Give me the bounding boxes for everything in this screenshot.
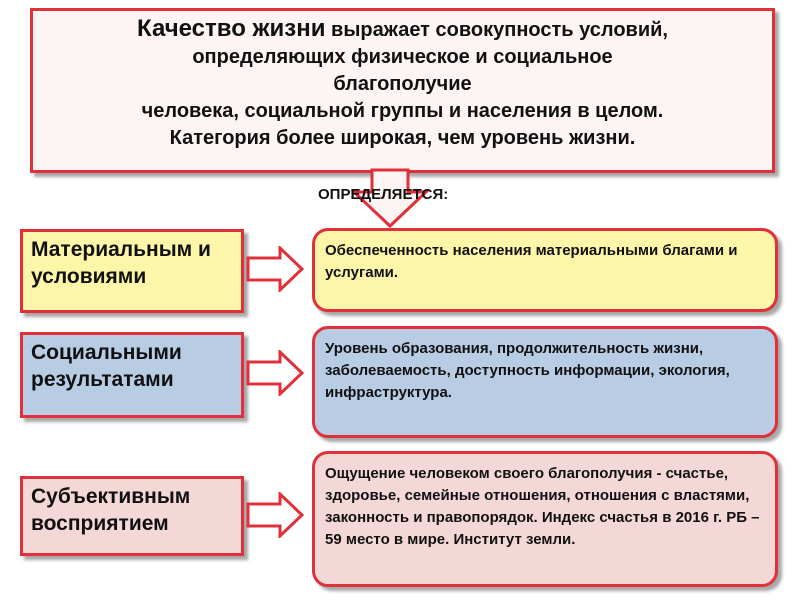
subjective-perception-label: Субъективным восприятием bbox=[31, 485, 191, 535]
definition-line-2: определяющих физическое и социальное bbox=[192, 46, 613, 68]
right-arrow-icon bbox=[246, 492, 306, 538]
social-results-label: Социальными результатами bbox=[31, 341, 182, 391]
social-results-text: Уровень образования, продолжительность жизни, заболеваемость, доступность информации, экология, инфраструктура. bbox=[325, 340, 730, 401]
material-conditions-label: Материальным и условиями bbox=[31, 238, 211, 288]
definition-line-3: благополучие bbox=[333, 73, 472, 95]
material-conditions-box bbox=[20, 229, 244, 313]
material-conditions-text: Обеспеченность населения материальными благами и услугами. bbox=[325, 242, 738, 281]
definition-line-5: Категория более широкая, чем уровень жизни. bbox=[169, 127, 636, 149]
subjective-perception-description bbox=[312, 451, 778, 587]
social-results-description bbox=[312, 326, 778, 438]
determined-label: ОПРЕДЕЛЯЕТСЯ: bbox=[318, 186, 449, 203]
right-arrow-icon bbox=[246, 350, 306, 396]
social-results-box bbox=[20, 332, 244, 418]
definition-box bbox=[30, 8, 775, 173]
right-arrow-icon bbox=[246, 246, 306, 292]
subjective-perception-box bbox=[20, 476, 244, 556]
definition-term: Качество жизни bbox=[137, 15, 326, 42]
definition-line-1 bbox=[33, 15, 772, 44]
subjective-perception-text: Ощущение человеком своего благополучия - счастье, здоровье, семейные отношения, отношения с властями, законность и правопорядок. Индекс счастья в 2016 г. РБ – 59 место в мире. Институт земли. bbox=[325, 465, 760, 548]
definition-line-4: человека, социальной группы и населения в целом. bbox=[141, 100, 664, 122]
material-conditions-description bbox=[312, 228, 778, 312]
definition-text-1: выражает совокупность условий, bbox=[325, 19, 668, 41]
